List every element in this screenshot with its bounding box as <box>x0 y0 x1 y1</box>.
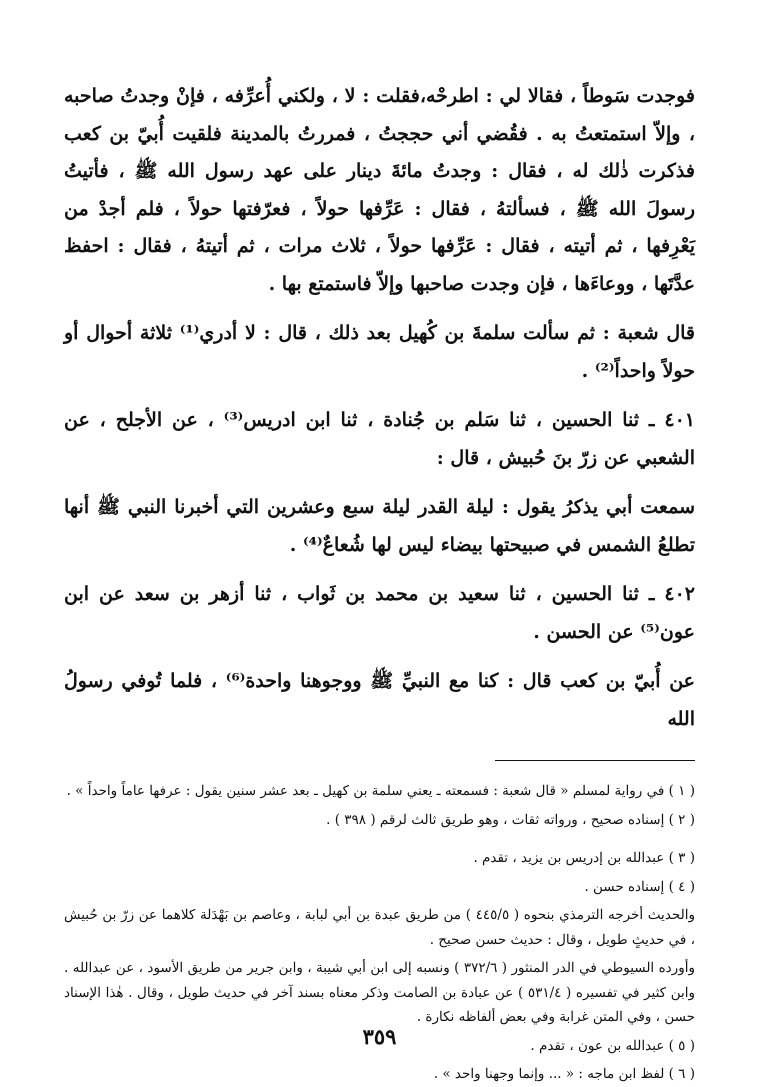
footnote-2: ( ٢ ) إسناده صحيح ، ورواته ثقات ، وهو طريق ثالث لرقم ( ٣٩٨ ) . <box>326 811 695 828</box>
footnote-4: ( ٤ ) إسناده حسن . <box>584 878 695 895</box>
hadith-402-matn: عن أُبيّ بن كعب قال : كنا مع النبيِّ ﷺ ووجوهنا واحدة⁽⁶⁾ ، فلما تُوفي رسولُ الله <box>64 670 695 730</box>
paragraph-continuation: فوجدت سَوطاً ، فقالا لي : اطرحْه،فقلت : لا ، ولكني أُعرِّفه ، فإنْ وجدتُ صاحبه ، وإلاّ استمتعتُ به . فقُضي أني حججتُ ، فمررتُ بالمدينة فلقيت أُبيّ بن كعب فذكرت ذٰلك له ، فقال : وجدتُ مائةَ دينار على عهد رسول الله ﷺ ، فأتيتُ رسولَ الله ﷺ ، فسألتهُ ، فقال : عَرِّفها حولاً ، فعرّفتها حولاً ، فلم أجدْ من يَعْرِفها ، ثم أتيته ، فقال : عَرِّفها حولاً ، ثلاث مرات ، ثم أتيتهُ ، فقال : احفظ عدَّتَها ، ووعاءَها ، فإن وجدت صاحبها وإلاّ فاستمتع بها . <box>64 85 695 295</box>
page-number: ٣٥٩ <box>362 1024 397 1049</box>
footnote-3: ( ٣ ) عبدالله بن إدريس بن يزيد ، تقدم . <box>473 850 695 866</box>
footnote-4-takhrij: والحديث أخرجه الترمذي بنحوه ( ٤٤٥/٥ ) من طريق عبدة بن أبي لبابة ، وعاصم بن بَهْدَلة كلاهما عن زرّ بن حُبيش ، في حديثٍ طويل ، وقال : حديث حسن صحيح . <box>64 907 696 948</box>
footnote-4-suyuti: وأورده السيوطي في الدر المنثور ( ٣٧٢/٦ ) ونسبه إلى ابن أبي شيبة ، وابن جرير من طريق الأسود ، عن عبدالله . وابن كثير في تفسيره ( ٥٣١/٤ ) عن عبادة بن الصامت وذكر معناه بسند آخر في حديث طويل ، وقال . هٰذا الإسناد حسن ، وفي المتن غرابة وفي بعض ألفاظه نكارة . <box>64 960 695 1025</box>
main-text <box>64 78 695 738</box>
footnote-divider <box>495 760 695 761</box>
footnote-5: ( ٥ ) عبدالله بن عون ، تقدم . <box>530 1037 695 1054</box>
hadith-402-isnad: ٤٠٢ ـ ثنا الحسين ، ثنا سعيد بن محمد بن ثَواب ، ثنا أزهر بن سعد عن ابن عون⁽⁵⁾ عن الحسن . <box>64 583 695 643</box>
hadith-401-matn: سمعت أبي يذكرُ يقول : ليلة القدر ليلة سبع وعشرين التي أخبرنا النبي ﷺ أنها تطلعُ الشمس في صبيحتها بيضاء ليس لها شُعاعٌ⁽⁴⁾ . <box>64 496 695 556</box>
paragraph-shuba: قال شعبة : ثم سألت سلمةَ بن كُهيل بعد ذلك ، قال : لا أدري⁽¹⁾ ثلاثة أحوال أو حولاً واحداً⁽²⁾ . <box>64 322 695 382</box>
footnote-1: ( ١ ) في رواية لمسلم « قال شعبة : فسمعته ـ يعني سلمة بن كهيل ـ بعد عشر سنين يقول : عرفها عاماً واحداً » . <box>66 783 695 799</box>
hadith-401-isnad: ٤٠١ ـ ثنا الحسين ، ثنا سَلم بن جُنادة ، ثنا ابن ادريس⁽³⁾ ، عن الأجلح ، عن الشعبي عن زرّ بنَ حُبيش ، قال : <box>64 409 695 469</box>
footnote-6: ( ٦ ) لفظ ابن ماجه : « ... وإنما وجهنا واحد » . <box>433 1066 695 1082</box>
